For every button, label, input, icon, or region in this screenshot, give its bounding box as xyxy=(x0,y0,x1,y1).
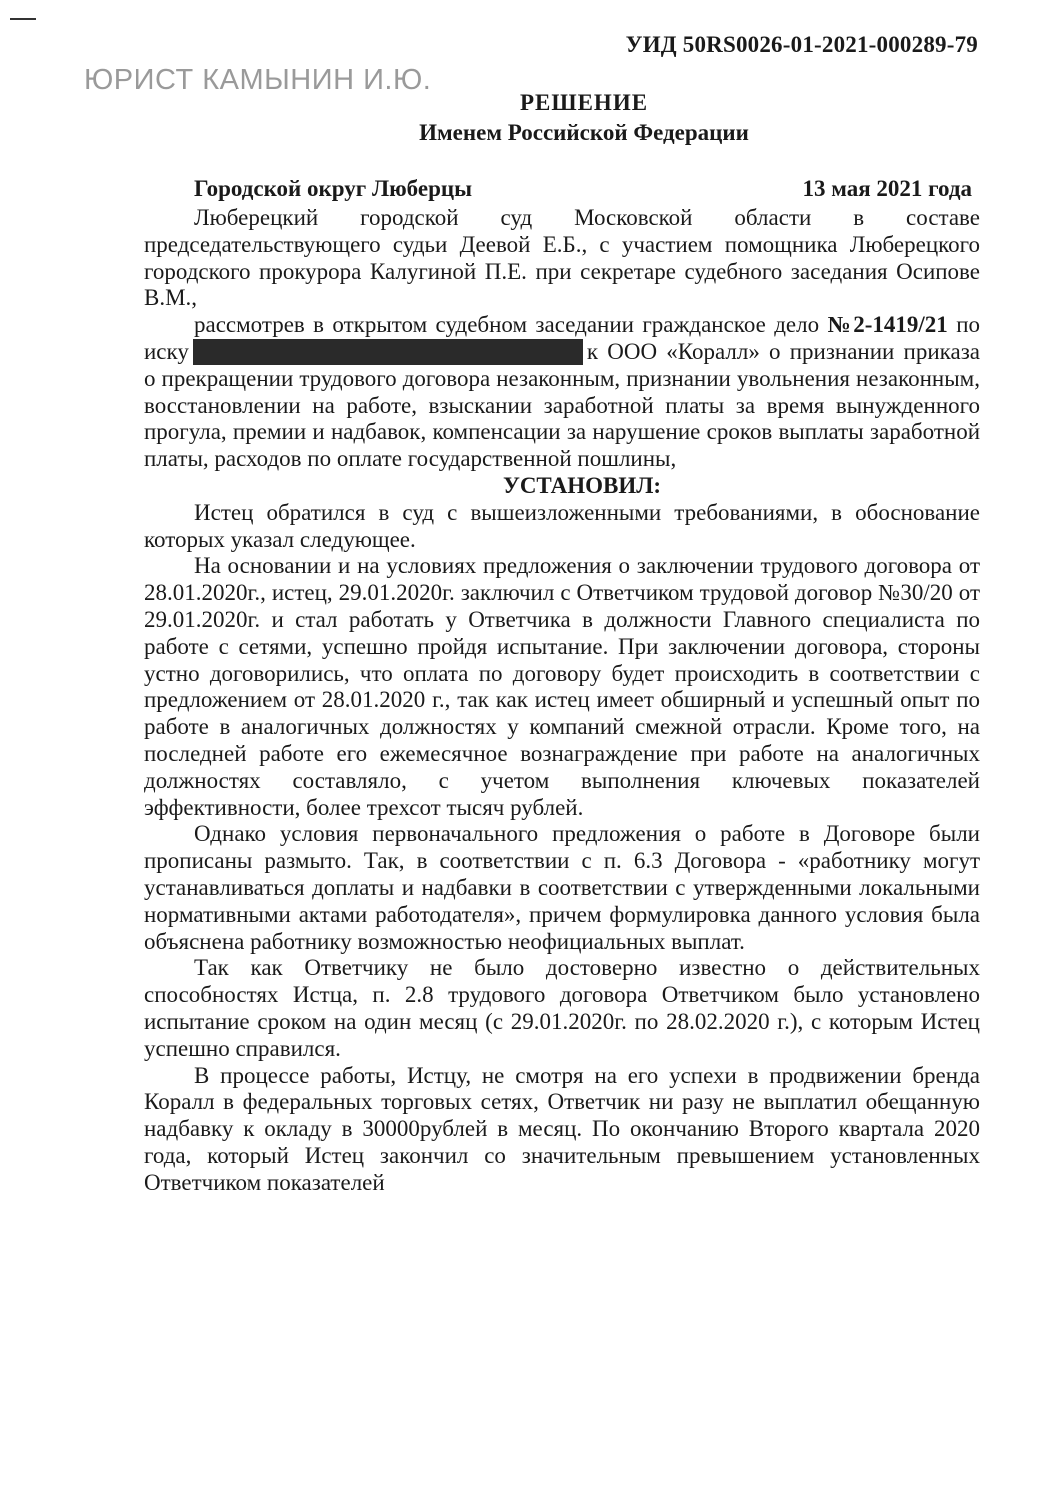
document-title: РЕШЕНИЕ xyxy=(519,90,649,115)
document-body xyxy=(144,205,980,1196)
case-number: №2-1419/21 xyxy=(827,312,948,338)
case-uid: УИД 50RS0026-01-2021-000289-79 xyxy=(625,32,978,57)
body-paragraph: Так как Ответчику не было достоверно известно о действительных способностях Истца, п. 2.8 трудового договора Ответчиком было установлено испытание сроком на один месяц (с 29.01.2020г. по 28.02.2020 г.), с которым Истец успешно справился. xyxy=(144,955,980,1061)
body-paragraph: В процессе работы, Истцу, не смотря на его успехи в продвижении бренда Коралл в федеральных торговых сетях, Ответчик ни разу не выплатил обещанную надбавку к окладу в 30000рублей в месяц. По окончанию Второго квартала 2020 года, который Истец закончил со значительным превышением установленных Ответчиком показателей xyxy=(144,1062,980,1195)
body-paragraph: Истец обратился в суд с вышеизложенными требованиями, в обоснование которых указал следующее. xyxy=(144,499,980,552)
body-paragraph: На основании и на условиях предложения о заключении трудового договора от 28.01.2020г., истец, 29.01.2020г. заключил с Ответчиком трудовой договор №30/20 от 29.01.2020г. и стал работать у Ответчика в должности Главного специалиста по работе с сетями, успешно пройдя испытание. При заключении договора, стороны устно договорились, что оплата по договору будет происходить в соответствии с предложением от 28.01.2020 г., так как истец имеет обширный и успешный опыт по работе в аналогичных должностях у компаний смежной отрасли. Кроме того, на последней работе его ежемесячное вознаграждение при работе на аналогичных должностях составляло, с учетом выполнения ключевых показателей эффективности, более трехсот тысяч рублей. xyxy=(144,553,980,820)
document-subtitle: Именем Российской Федерации xyxy=(419,120,749,145)
scan-artifact-mark xyxy=(10,18,36,20)
section-heading: УСТАНОВИЛ: xyxy=(502,472,662,498)
body-paragraph: Однако условия первоначального предложения о работе в Договоре были прописаны размыто. Так, в соответствии с п. 6.3 Договора - «работнику могут устанавливаться доплаты и надбавки в соответствии с утвержденными локальными нормативными актами работодателя», причем формулировка данного условия была объяснена работнику возможностью неофициальных выплат. xyxy=(144,821,980,954)
considering-text-3: к ООО «Коралл» о признании приказа о прекращении трудового договора незаконным, признании увольнения незаконным, восстановлении на работе, взыскании заработной платы за время вынужденного прогула, премии и надбавок, компенсации за нарушение сроков выплаты заработной платы, расходов по оплате государственной пошлины, xyxy=(144,338,980,472)
court-composition: Люберецкий городской суд Московской области в составе председательствующего судьи Деевой Е.Б., с участием помощника Люберецкого городского прокурора Калугиной П.Е. при секретаре судебного заседания Осипове В.М., xyxy=(144,205,980,311)
considering-text-2: по иску xyxy=(144,312,980,364)
place-date-line xyxy=(194,176,972,202)
decision-date: 13 мая 2021 года xyxy=(802,176,972,201)
place: Городской округ Люберцы xyxy=(194,176,473,201)
considering-text-1: рассмотрев в открытом судебном заседании гражданское дело xyxy=(194,312,828,338)
considering-paragraph xyxy=(144,312,980,473)
redacted-plaintiff-name xyxy=(193,339,583,365)
watermark: ЮРИСТ КАМЫНИН И.Ю. xyxy=(84,64,432,96)
